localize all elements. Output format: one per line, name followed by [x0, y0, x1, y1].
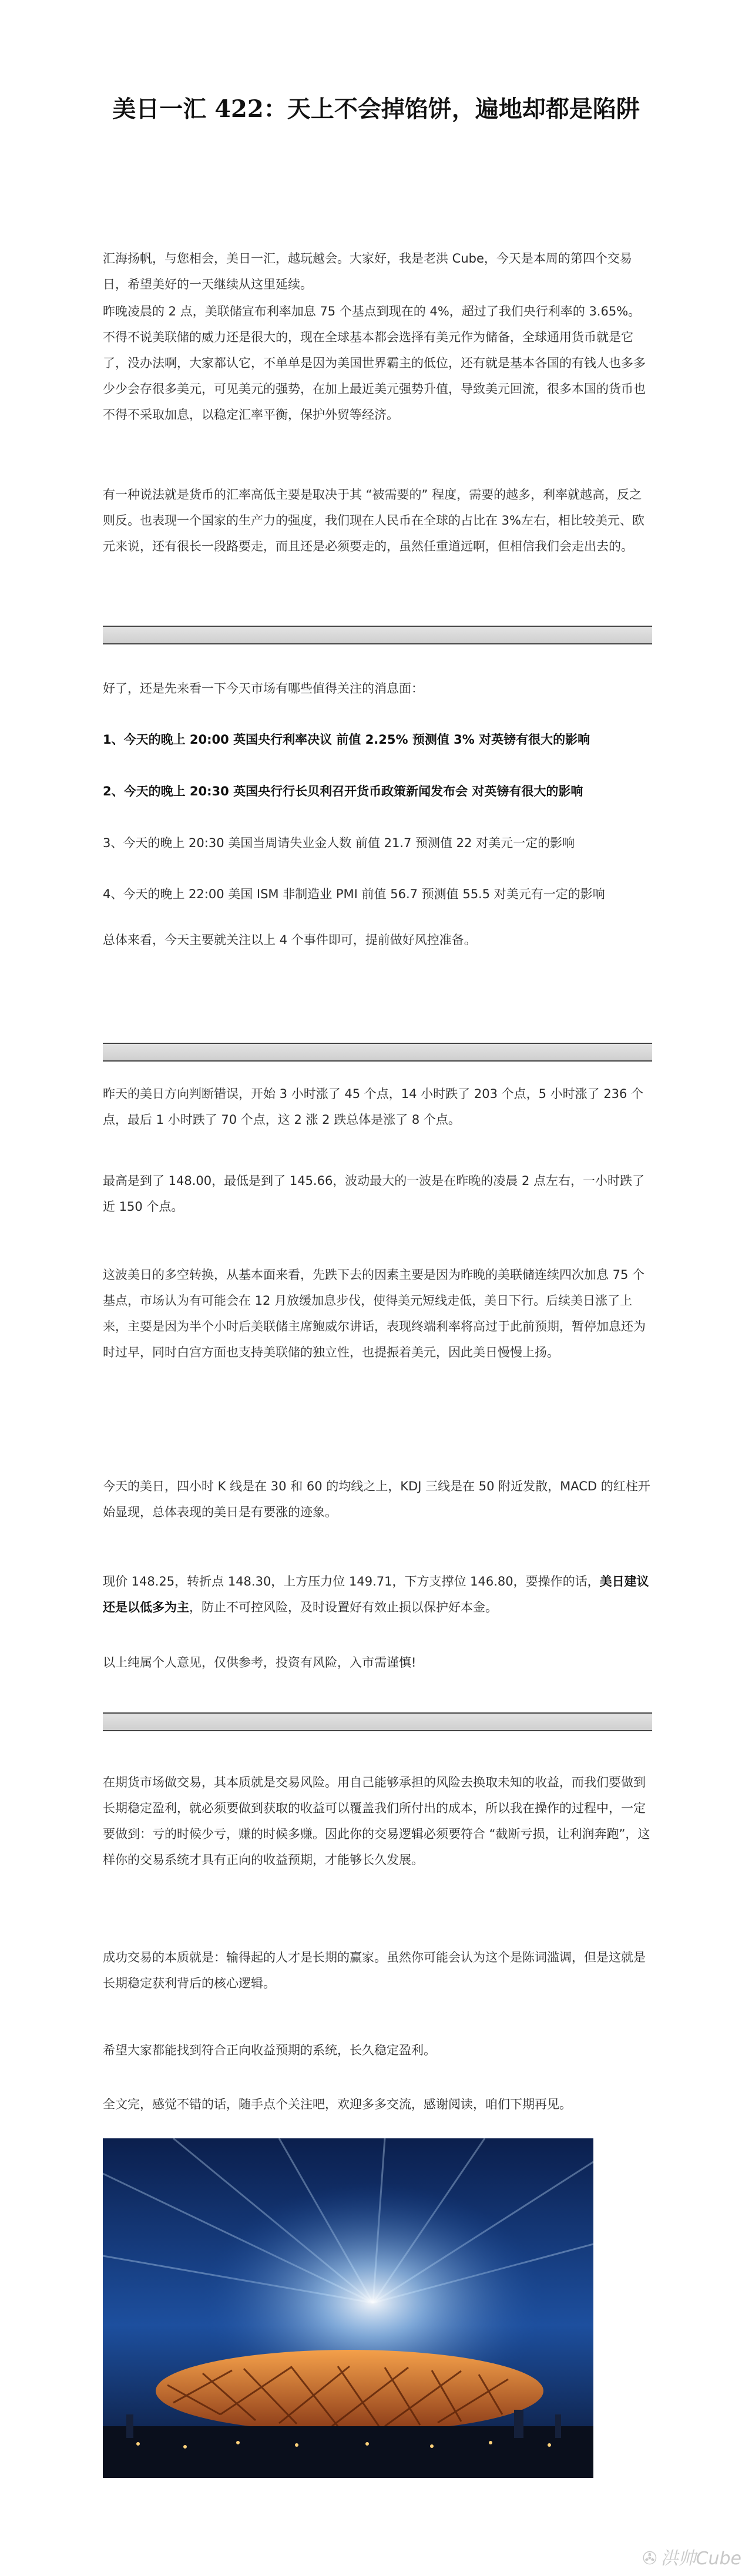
closing-paragraph-1: 在期货市场做交易，其本质就是交易风险。用自己能够承担的风险去换取未知的收益，而我们要做到长期稳定盈利，就必须要做到获取的收益可以覆盖我们所付出的成本，所以我在操作的过程中，一定要做到：亏的时候少亏，赚的时候多赚。因此你的交易逻辑必须要符合 “截断亏损，让利润奔跑”，这样你的交易系统才具有正向的收益预期，才能够长久发展。	[103, 1775, 650, 1867]
disclaimer: 以上纯属个人意见，仅供参考，投资有风险，入市需谨慎!	[103, 1655, 417, 1670]
levels-prefix: 现价 148.25，转折点 148.30，上方压力位 149.71，下方支撑位 146.80，要操作的话，	[103, 1574, 600, 1588]
stadium-night-photo	[103, 2138, 593, 2478]
events-intro: 好了，还是先来看一下今天市场有哪些值得关注的消息面：	[103, 681, 424, 696]
analysis-paragraph-3: 这波美日的多空转换，从基本面来看，先跌下去的因素主要是因为昨晚的美联储连续四次加息 75 个基点，市场认为有可能会在 12 月放缓加息步伐，使得美元短线走低，美日下行。后续美日涨了上来，主要是因为半个小时后美联储主席鲍威尔讲话，表现终端利率将高过于此前预期，暂停加息还为时过早，同时白宫方面也支持美联储的独立性，也提振着美元，因此美日慢慢上扬。	[103, 1268, 646, 1359]
events-summary: 总体来看，今天主要就关注以上 4 个事件即可，提前做好风控准备。	[103, 933, 476, 947]
closing-paragraph-4: 全文完，感觉不错的话，随手点个关注吧，欢迎多多交流，感谢阅读，咱们下期再见。	[103, 2097, 572, 2111]
section-divider-3	[103, 1712, 652, 1731]
event-item-2: 2、今天的晚上 20:30 英国央行行长贝利召开货币政策新闻发布会 对英镑有很大的影响	[103, 784, 583, 798]
event-item-1: 1、今天的晚上 20:00 英国央行利率决议 前值 2.25% 预测值 3% 对英镑有很大的影响	[103, 733, 590, 747]
watermark-text: 洪帅Cube	[660, 2548, 741, 2569]
levels-suffix: ，防止不可控风险，及时设置好有效止损以保护好本金。	[189, 1600, 498, 1614]
price-levels-paragraph	[103, 1569, 652, 1620]
intro-paragraph-2: 昨晚凌晨的 2 点，美联储宣布利率加息 75 个基点到现在的 4%，超过了我们央行利率的 3.65%。不得不说美联储的威力还是很大的，现在全球基本都会选择有美元作为储备，全球通用货币就是它了，没办法啊，大家都认它，不单单是因为美国世界霸主的低位，还有就是基本各国的有钱人也多多少少会存很多美元，可见美元的强势，在加上最近美元强势升值，导致美元回流，很多本国的货币也不得不采取加息，以稳定汇率平衡，保护外贸等经济。	[103, 304, 646, 422]
analysis-paragraph-1: 昨天的美日方向判断错误，开始 3 小时涨了 45 个点，14 小时跌了 203 个点，5 小时涨了 236 个点，最后 1 小时跌了 70 个点，这 2 涨 2 跌总体是涨了 8 个点。	[103, 1087, 644, 1127]
section-divider-2	[103, 1043, 652, 1062]
article-title: 美日一汇 422：天上不会掉馅饼，遍地却都是陷阱	[112, 95, 640, 123]
event-item-4: 4、今天的晚上 22:00 美国 ISM 非制造业 PMI 前值 56.7 预测值 55.5 对美元有一定的影响	[103, 887, 605, 901]
weibo-icon: ✇	[642, 2548, 657, 2569]
levels-recommendation: 美日建议还是以低多为主	[103, 1574, 649, 1614]
intro-paragraph-1: 汇海扬帆，与您相会，美日一汇，越玩越会。大家好，我是老洪 Cube，今天是本周的第四个交易日，希望美好的一天继续从这里延续。	[103, 251, 632, 291]
section-divider-1	[103, 626, 652, 644]
intro-paragraph-3: 有一种说法就是货币的汇率高低主要是取决于其 “被需要的” 程度，需要的越多，利率就越高，反之则反。也表现一个国家的生产力的强度，我们现在人民币在全球的占比在 3%左右，相比较美元、欧元来说，还有很长一段路要走，而且还是必须要走的，虽然任重道远啊，但相信我们会走出去的。	[103, 488, 644, 553]
closing-paragraph-3: 希望大家都能找到符合正向收益预期的系统，长久稳定盈利。	[103, 2043, 436, 2057]
closing-paragraph-2: 成功交易的本质就是：输得起的人才是长期的赢家。虽然你可能会认为这个是陈词滥调，但是这就是长期稳定获利背后的核心逻辑。	[103, 1950, 646, 1990]
analysis-paragraph-4: 今天的美日，四小时 K 线是在 30 和 60 的均线之上，KDJ 三线是在 50 附近发散，MACD 的红柱开始显现，总体表现的美日是有要涨的迹象。	[103, 1479, 650, 1519]
watermark	[642, 2544, 741, 2570]
analysis-paragraph-2: 最高是到了 148.00，最低是到了 145.66，波动最大的一波是在昨晚的凌晨 2 点左右，一小时跌了近 150 个点。	[103, 1174, 645, 1214]
event-item-3: 3、今天的晚上 20:30 美国当周请失业金人数 前值 21.7 预测值 22 对美元一定的影响	[103, 836, 575, 850]
